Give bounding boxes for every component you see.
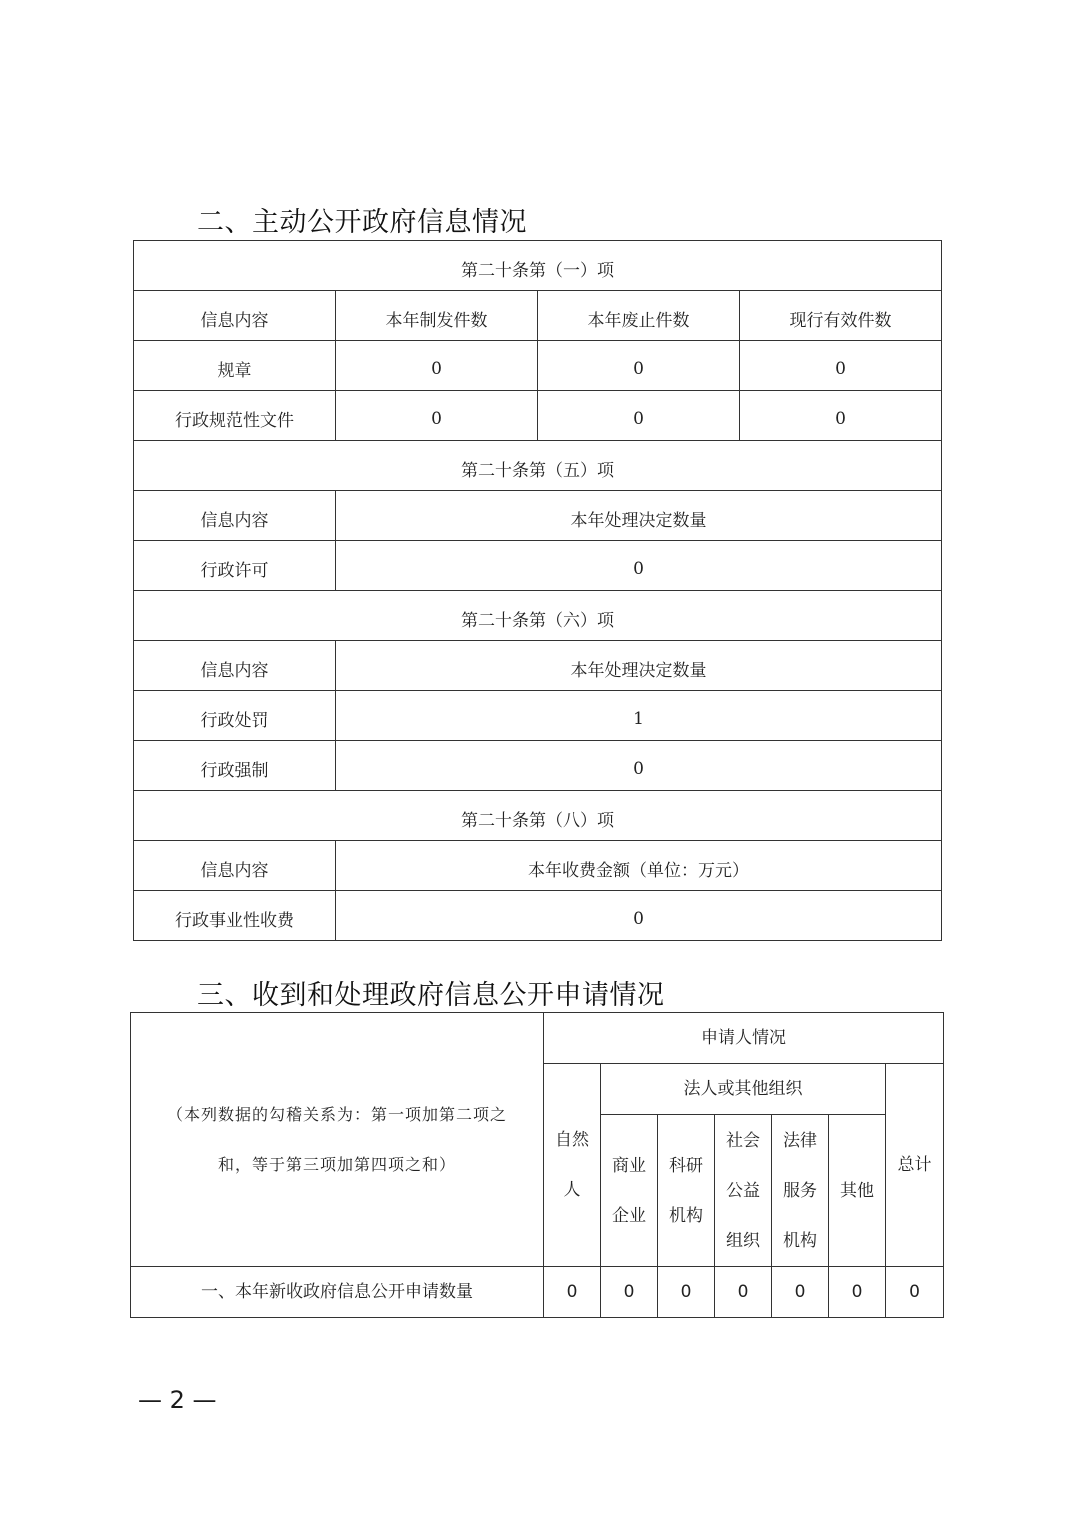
column-header: 信息内容 — [134, 491, 336, 541]
table-row — [131, 1267, 944, 1318]
cell-value: 0 — [336, 541, 942, 591]
cell-value: 0 — [715, 1267, 772, 1318]
column-header: 信息内容 — [134, 841, 336, 891]
header-line: 自然 — [555, 1130, 589, 1150]
cell-value: 0 — [740, 391, 942, 441]
row-label: 行政规范性文件 — [134, 391, 336, 441]
row-label: 行政处罚 — [134, 691, 336, 741]
legal-org-header: 法人或其他组织 — [601, 1064, 886, 1115]
commercial-enterprise-header — [601, 1115, 658, 1267]
header-line: 组织 — [726, 1230, 760, 1251]
table-row — [134, 741, 942, 791]
cell-value: 0 — [740, 341, 942, 391]
header-line: 机构 — [669, 1205, 703, 1226]
total-header: 总计 — [886, 1064, 944, 1267]
column-header: 本年废止件数 — [538, 291, 740, 341]
header-line: 科研 — [669, 1155, 703, 1176]
cell-value: 0 — [336, 741, 942, 791]
section-3-heading: 三、收到和处理政府信息公开申请情况 — [197, 980, 665, 1011]
cell-value: 0 — [336, 891, 942, 941]
row-label: 行政事业性收费 — [134, 891, 336, 941]
application-table — [130, 1012, 944, 1318]
note-line-2: 和，等于第三项加第四项之和） — [217, 1154, 456, 1174]
row-label: 规章 — [134, 341, 336, 391]
table-row — [134, 341, 942, 391]
column-header: 本年收费金额（单位：万元） — [336, 841, 942, 891]
header-line: 企业 — [612, 1205, 646, 1226]
table-row — [134, 891, 942, 941]
proactive-disclosure-table — [133, 240, 942, 941]
note-line-1: （本列数据的勾稽关系为：第一项加第二项之 — [166, 1104, 507, 1124]
cell-value: 1 — [336, 691, 942, 741]
table-row — [134, 691, 942, 741]
row-label: 行政许可 — [134, 541, 336, 591]
cell-value: 0 — [538, 341, 740, 391]
section-2-heading: 二、主动公开政府信息情况 — [197, 207, 527, 238]
column-header: 本年处理决定数量 — [336, 641, 942, 691]
column-header: 本年处理决定数量 — [336, 491, 942, 541]
block8-header: 第二十条第（八）项 — [134, 791, 942, 841]
block8-header-row — [134, 791, 942, 841]
block6-column-row — [134, 641, 942, 691]
social-welfare-org-header — [715, 1115, 772, 1267]
header-line: 其他 — [840, 1180, 874, 1201]
cell-value: 0 — [658, 1267, 715, 1318]
other-org-header — [829, 1115, 886, 1267]
cell-value: 0 — [601, 1267, 658, 1318]
column-header: 信息内容 — [134, 291, 336, 341]
table-row — [134, 541, 942, 591]
page-number: — 2 — — [138, 1386, 217, 1414]
block6-header: 第二十条第（六）项 — [134, 591, 942, 641]
header-line: 服务 — [783, 1180, 817, 1201]
cell-value: 0 — [772, 1267, 829, 1318]
block8-column-row — [134, 841, 942, 891]
research-institution-header — [658, 1115, 715, 1267]
legal-service-org-header — [772, 1115, 829, 1267]
header-line: 社会 — [726, 1130, 760, 1151]
block1-header-row — [134, 241, 942, 291]
column-header: 本年制发件数 — [336, 291, 538, 341]
column-header: 现行有效件数 — [740, 291, 942, 341]
block6-header-row — [134, 591, 942, 641]
header-line: 法律 — [783, 1130, 817, 1151]
header-line: 人 — [563, 1180, 581, 1200]
cell-value: 0 — [544, 1267, 601, 1318]
cell-value: 0 — [336, 341, 538, 391]
cell-value: 0 — [829, 1267, 886, 1318]
row-label: 行政强制 — [134, 741, 336, 791]
block1-column-row — [134, 291, 942, 341]
block5-header: 第二十条第（五）项 — [134, 441, 942, 491]
cell-value: 0 — [886, 1267, 944, 1318]
block1-header: 第二十条第（一）项 — [134, 241, 942, 291]
table-row — [134, 391, 942, 441]
applicant-header-row — [131, 1013, 944, 1064]
header-line: 公益 — [726, 1180, 760, 1201]
applicant-header: 申请人情况 — [544, 1013, 944, 1064]
natural-person-header — [544, 1064, 601, 1267]
reconciliation-note — [131, 1013, 544, 1267]
header-line: 机构 — [783, 1230, 817, 1251]
column-header: 信息内容 — [134, 641, 336, 691]
cell-value: 0 — [336, 391, 538, 441]
cell-value: 0 — [538, 391, 740, 441]
header-line: 商业 — [612, 1155, 646, 1176]
block5-header-row — [134, 441, 942, 491]
row-label: 一、本年新收政府信息公开申请数量 — [131, 1267, 544, 1318]
block5-column-row — [134, 491, 942, 541]
